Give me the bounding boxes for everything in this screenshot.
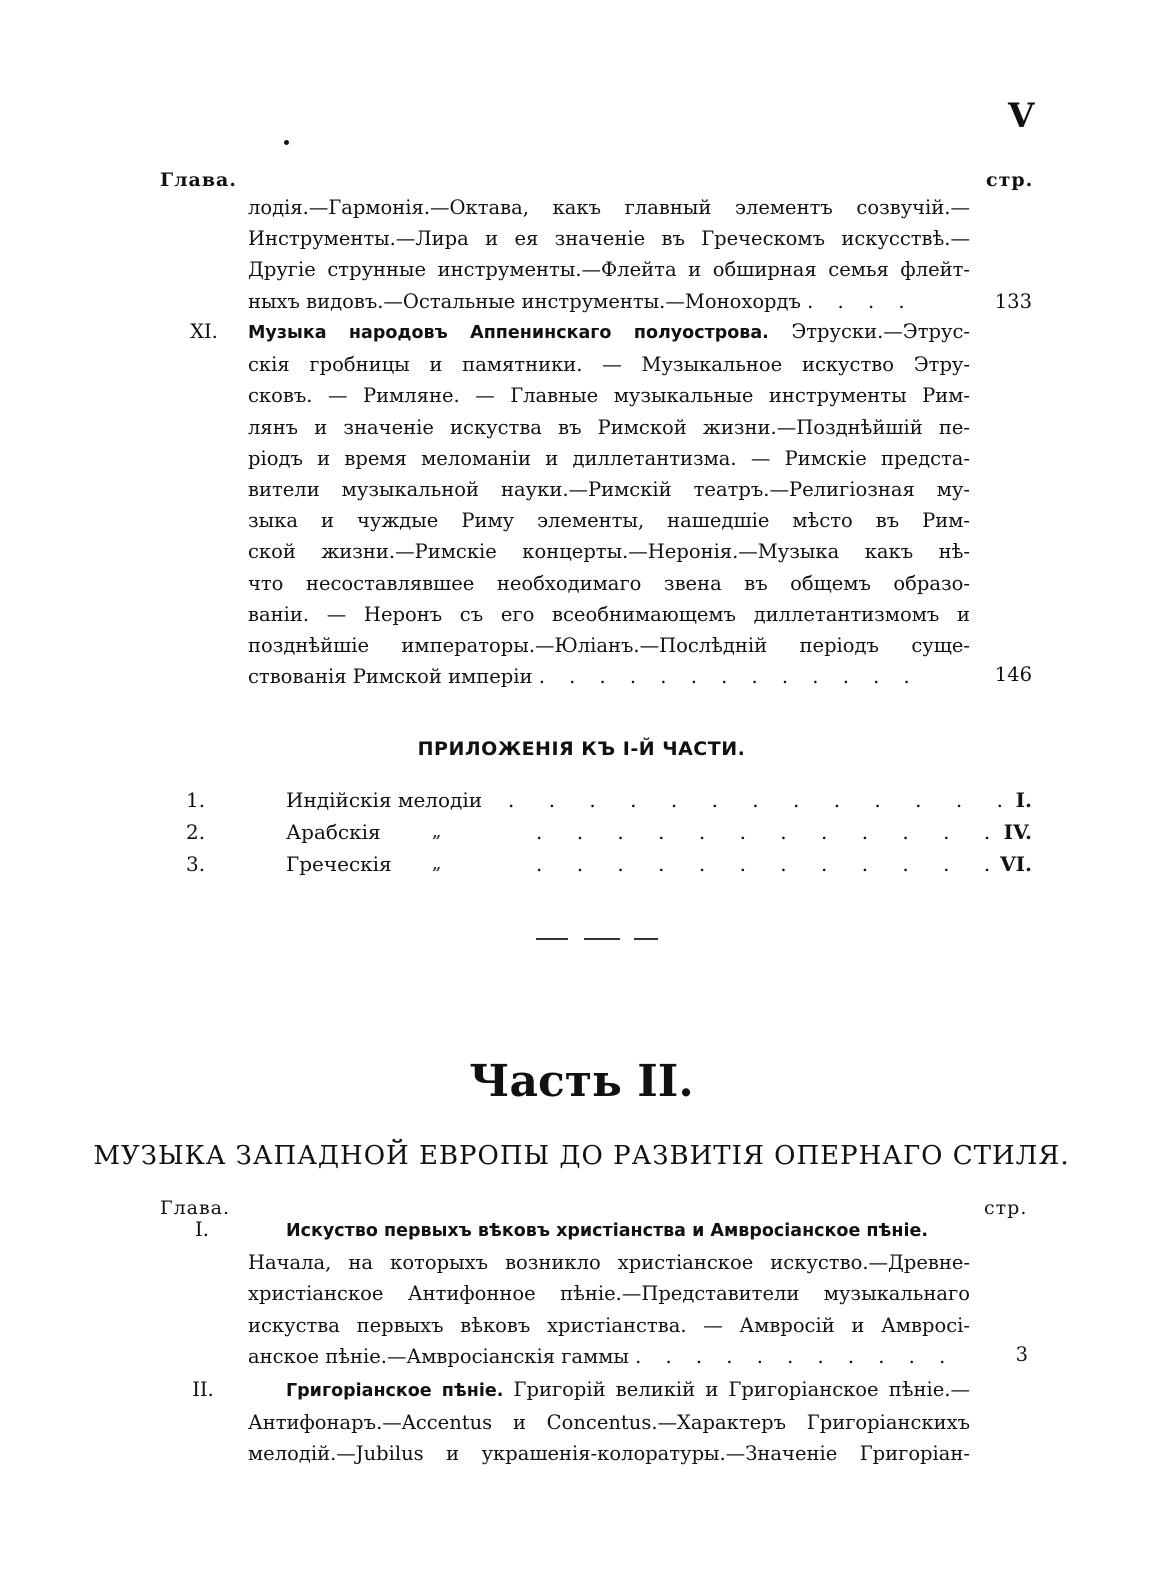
- appendix-item-3[interactable]: [186, 848, 1032, 880]
- chapter-title-line: [248, 1214, 970, 1247]
- entry-line: искуства первыхъ вѣковъ христіанства. — Амвросій и Амвросі-: [248, 1313, 970, 1337]
- entry-line-text: анское пѣніе.—Амвросіанскія гаммы: [248, 1344, 629, 1368]
- entry-line: мелодій.—Jubilus и украшенія-колоратуры.—Значеніе Григоріан-: [248, 1442, 970, 1466]
- appendix-item-1[interactable]: [186, 784, 1032, 816]
- entry-line: Начала, на которыхъ возникло христіанское искуство.—Древне-: [248, 1251, 970, 1275]
- page-column-header: стр.: [984, 1197, 1028, 1219]
- entry-line: Инструменты.—Лира и ея значеніе въ Греческомъ искусствѣ.—: [248, 227, 970, 251]
- page-number: V: [1008, 96, 1035, 136]
- chapter-title: Искуство первыхъ вѣковъ христіанства и Амвросіанское пѣніе.: [286, 1221, 928, 1241]
- entry-line: позднѣйшіе императоры.—Юліанъ.—Послѣдній періодъ суще-: [248, 634, 970, 658]
- entry-line: лянъ и значеніе искуства въ Римской жизни.—Позднѣйшій пе-: [248, 415, 970, 439]
- entry-line-text: ныхъ видовъ.—Остальные инструменты.—Монохордъ: [248, 289, 801, 313]
- print-speck: [284, 140, 289, 145]
- page-ref[interactable]: 133: [994, 289, 1032, 313]
- entry-line: ріодъ и время меломаніи и диллетантизма. — Римскіе предста-: [248, 446, 970, 470]
- entry-line: вители музыкальной науки.—Римскій театръ.—Религіозная му-: [248, 478, 970, 502]
- page-ref[interactable]: IV.: [1003, 820, 1032, 844]
- dot-leader: . . . . . . . . . . . .: [536, 852, 1005, 876]
- entry-line-text: Григорій великій и Григоріанское пѣніе.—: [513, 1378, 971, 1401]
- chapter-column-header: Глава.: [160, 169, 237, 191]
- entry-line-last: [248, 1341, 970, 1372]
- entry-line: скія гробницы и памятники. — Музыкальное искуство Этру-: [248, 353, 970, 377]
- entry-line-text: ствованія Римской имперіи: [248, 665, 533, 689]
- chapter-title: Музыка народовъ Аппенинскаго полуострова.: [248, 323, 769, 343]
- section-divider: [584, 938, 620, 940]
- entry-first-line: [248, 1374, 970, 1407]
- entry-line: зыка и чуждые Риму элементы, нашедшіе мѣсто въ Рим-: [248, 509, 970, 533]
- dot-leader: . . . . . . . . . . . .: [536, 820, 1005, 844]
- dot-leader: . . . .: [807, 289, 914, 313]
- entry-line: Другіе струнные инструменты.—Флейта и обширная семья флейт-: [248, 258, 970, 282]
- part-title: Часть II.: [469, 1056, 694, 1107]
- page-ref[interactable]: VI.: [1000, 852, 1032, 876]
- entry-line: христіанское Антифонное пѣніе.—Представители музыкальнаго: [248, 1282, 970, 1306]
- section-divider: [634, 938, 658, 940]
- ditto-mark: „: [432, 821, 442, 842]
- appendix-item-2[interactable]: [186, 816, 1032, 848]
- page-ref[interactable]: 3: [1015, 1342, 1028, 1366]
- part-subtitle: МУЗЫКА ЗАПАДНОЙ ЕВРОПЫ ДО РАЗВИТІЯ ОПЕРНАГО СТИЛЯ.: [93, 1141, 1070, 1171]
- page-ref[interactable]: I.: [1015, 788, 1032, 812]
- appendix-name: Арабскія: [286, 820, 381, 844]
- chapter-number: II.: [192, 1378, 214, 1401]
- entry-line-last: [248, 286, 970, 317]
- entry-line: ской жизни.—Римскіе концерты.—Неронія.—Музыка какъ нѣ-: [248, 540, 970, 564]
- dot-leader: . . . . . . . . . . . . .: [538, 665, 919, 689]
- section-divider: [536, 938, 568, 940]
- chapter-number: XI.: [190, 320, 218, 343]
- entry-line-text: Этруски.—Этрус-: [791, 320, 970, 343]
- appendix-number: 3.: [186, 852, 206, 876]
- entry-first-line: [248, 316, 970, 349]
- appendix-name: Греческія: [286, 852, 392, 876]
- appendix-number: 1.: [186, 788, 206, 812]
- appendix-number: 2.: [186, 820, 206, 844]
- appendix-name: Индійскія мелодіи: [286, 788, 483, 812]
- ditto-mark: „: [432, 853, 442, 874]
- page-column-header: стр.: [986, 169, 1034, 191]
- dot-leader: . . . . . . . . . . .: [635, 1344, 955, 1368]
- entry-line: сковъ. — Римляне. — Главные музыкальные инструменты Рим-: [248, 384, 970, 408]
- chapter-title: Григоріанское пѣніе.: [286, 1381, 504, 1401]
- chapter-column-header: Глава.: [160, 1197, 231, 1219]
- entry-line: Антифонаръ.—Accentus и Concentus.—Характеръ Григоріанскихъ: [248, 1411, 970, 1435]
- entry-line-last: [248, 661, 970, 692]
- dot-leader: . . . . . . . . . . . . .: [508, 788, 1017, 812]
- chapter-number: I.: [195, 1218, 209, 1241]
- page-ref[interactable]: 146: [994, 663, 1032, 687]
- entry-line: что несоставлявшее необходимаго звена въ общемъ образо-: [248, 571, 970, 595]
- appendix-title: ПРИЛОЖЕНІЯ КЪ І-Й ЧАСТИ.: [417, 738, 746, 760]
- entry-line: лодія.—Гармонія.—Октава, какъ главный элементъ созвучій.—: [248, 196, 970, 219]
- entry-line: ваніи. — Неронъ съ его всеобнимающемъ диллетантизмомъ и: [248, 602, 970, 626]
